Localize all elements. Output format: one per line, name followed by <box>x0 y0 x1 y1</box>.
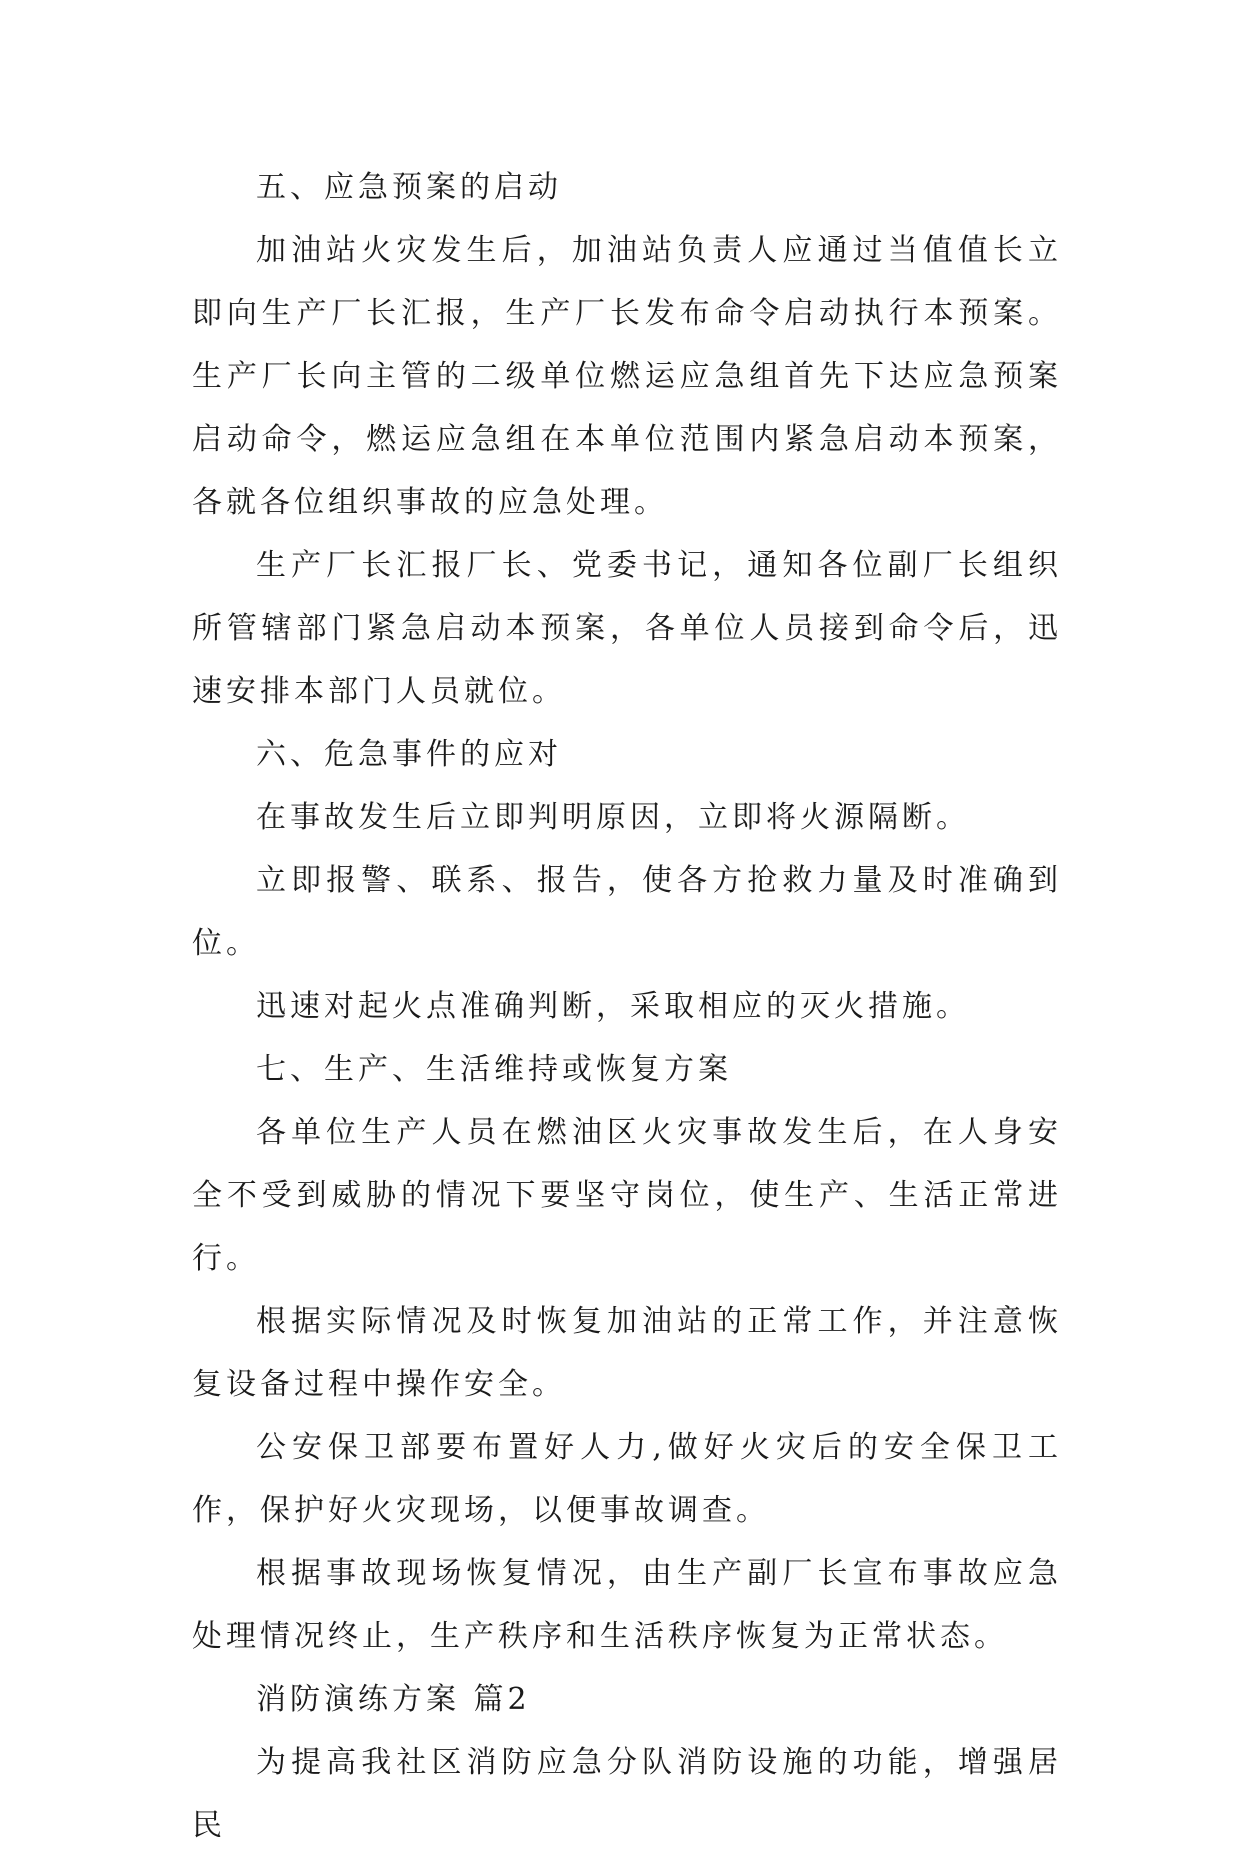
paragraph-report-chain: 生产厂长汇报厂长、党委书记，通知各位副厂长组织所管辖部门紧急启动本预案，各单位人员接到命令后，迅速安排本部门人员就位。 <box>192 548 1062 709</box>
section-heading-5: 五、应急预案的启动 <box>256 170 562 205</box>
paragraph-restore-work: 根据实际情况及时恢复加油站的正常工作，并注意恢复设备过程中操作安全。 <box>192 1304 1062 1402</box>
document-page <box>192 156 1062 1857</box>
section-heading-7: 七、生产、生活维持或恢复方案 <box>256 1052 732 1087</box>
paragraph-extinguish: 迅速对起火点准确判断，采取相应的灭火措施。 <box>256 989 970 1024</box>
paragraph-startup-procedure: 加油站火灾发生后，加油站负责人应通过当值值长立即向生产厂长汇报，生产厂长发布命令启动执行本预案。生产厂长向主管的二级单位燃运应急组首先下达应急预案启动命令，燃运应急组在本单位范围内紧急启动本预案，各就各位组织事故的应急处理。 <box>192 233 1062 520</box>
paragraph-plan-2-intro: 为提高我社区消防应急分队消防设施的功能，增强居民 <box>192 1745 1062 1843</box>
paragraph-alarm: 立即报警、联系、报告，使各方抢救力量及时准确到位。 <box>192 863 1062 961</box>
section-heading-6: 六、危急事件的应对 <box>256 737 562 772</box>
paragraph-isolate-fire: 在事故发生后立即判明原因，立即将火源隔断。 <box>256 800 970 835</box>
section-heading-plan-2: 消防演练方案 篇2 <box>256 1682 531 1717</box>
paragraph-termination: 根据事故现场恢复情况，由生产副厂长宣布事故应急处理情况终止，生产秩序和生活秩序恢复为正常状态。 <box>192 1556 1062 1654</box>
paragraph-stay-at-post: 各单位生产人员在燃油区火灾事故发生后，在人身安全不受到威胁的情况下要坚守岗位，使生产、生活正常进行。 <box>192 1115 1062 1276</box>
paragraph-security: 公安保卫部要布置好人力,做好火灾后的安全保卫工作，保护好火灾现场，以便事故调查。 <box>192 1430 1062 1528</box>
